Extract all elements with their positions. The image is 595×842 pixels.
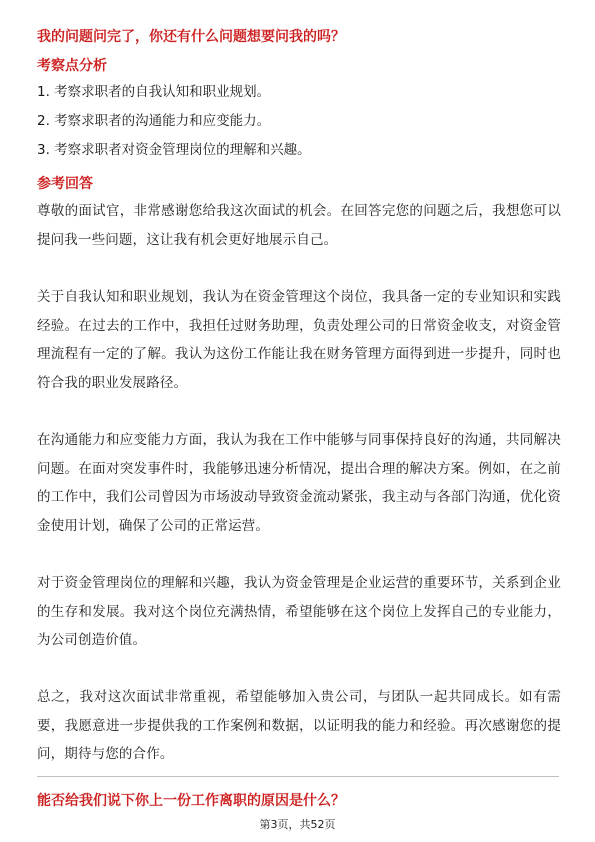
analysis-item-2: 2. 考察求职者的沟通能力和应变能力。 bbox=[37, 113, 271, 129]
analysis-item-3: 3. 考察求职者对资金管理岗位的理解和兴趣。 bbox=[37, 142, 311, 158]
analysis-heading: 考察点分析 bbox=[37, 58, 107, 74]
next-question-title: 能否给我们说下你上一份工作离职的原因是什么？ bbox=[37, 793, 345, 809]
answer-heading: 参考回答 bbox=[37, 176, 93, 192]
question-title: 我的问题问完了，你还有什么问题想要问我的吗？ bbox=[37, 29, 345, 45]
section-divider bbox=[37, 776, 559, 777]
answer-paragraph-intro: 尊敬的面试官，非常感谢您给我这次面试的机会。在回答完您的问题之后，我想您可以提问我一些问题，这让我有机会更好地展示自己。 bbox=[37, 203, 561, 248]
answer-paragraph-communication: 在沟通能力和应变能力方面，我认为我在工作中能够与同事保持良好的沟通，共同解决问题。在面对突发事件时，我能够迅速分析情况，提出合理的解决方案。例如，在之前的工作中，我们公司曾因为市场波动导致资金流动紧张，我主动与各部门沟通，优化资金使用计划，确保了公司的正常运营。 bbox=[37, 432, 561, 534]
page-number: 第3页，共52页 bbox=[259, 818, 336, 831]
answer-paragraph-self-awareness: 关于自我认知和职业规划，我认为在资金管理这个岗位，我具备一定的专业知识和实践经验。在过去的工作中，我担任过财务助理，负责处理公司的日常资金收支，对资金管理流程有一定的了解。我认为这份工作能让我在财务管理方面得到进一步提升，同时也符合我的职业发展路径。 bbox=[37, 289, 561, 391]
answer-paragraph-conclusion: 总之，我对这次面试非常重视，希望能够加入贵公司，与团队一起共同成长。如有需要，我愿意进一步提供我的工作案例和数据，以证明我的能力和经验。再次感谢您的提问，期待与您的合作。 bbox=[37, 689, 561, 762]
answer-paragraph-interest: 对于资金管理岗位的理解和兴趣，我认为资金管理是企业运营的重要环节，关系到企业的生存和发展。我对这个岗位充满热情，希望能够在这个岗位上发挥自己的专业能力，为公司创造价值。 bbox=[37, 575, 561, 648]
analysis-item-1: 1. 考察求职者的自我认知和职业规划。 bbox=[37, 84, 271, 100]
